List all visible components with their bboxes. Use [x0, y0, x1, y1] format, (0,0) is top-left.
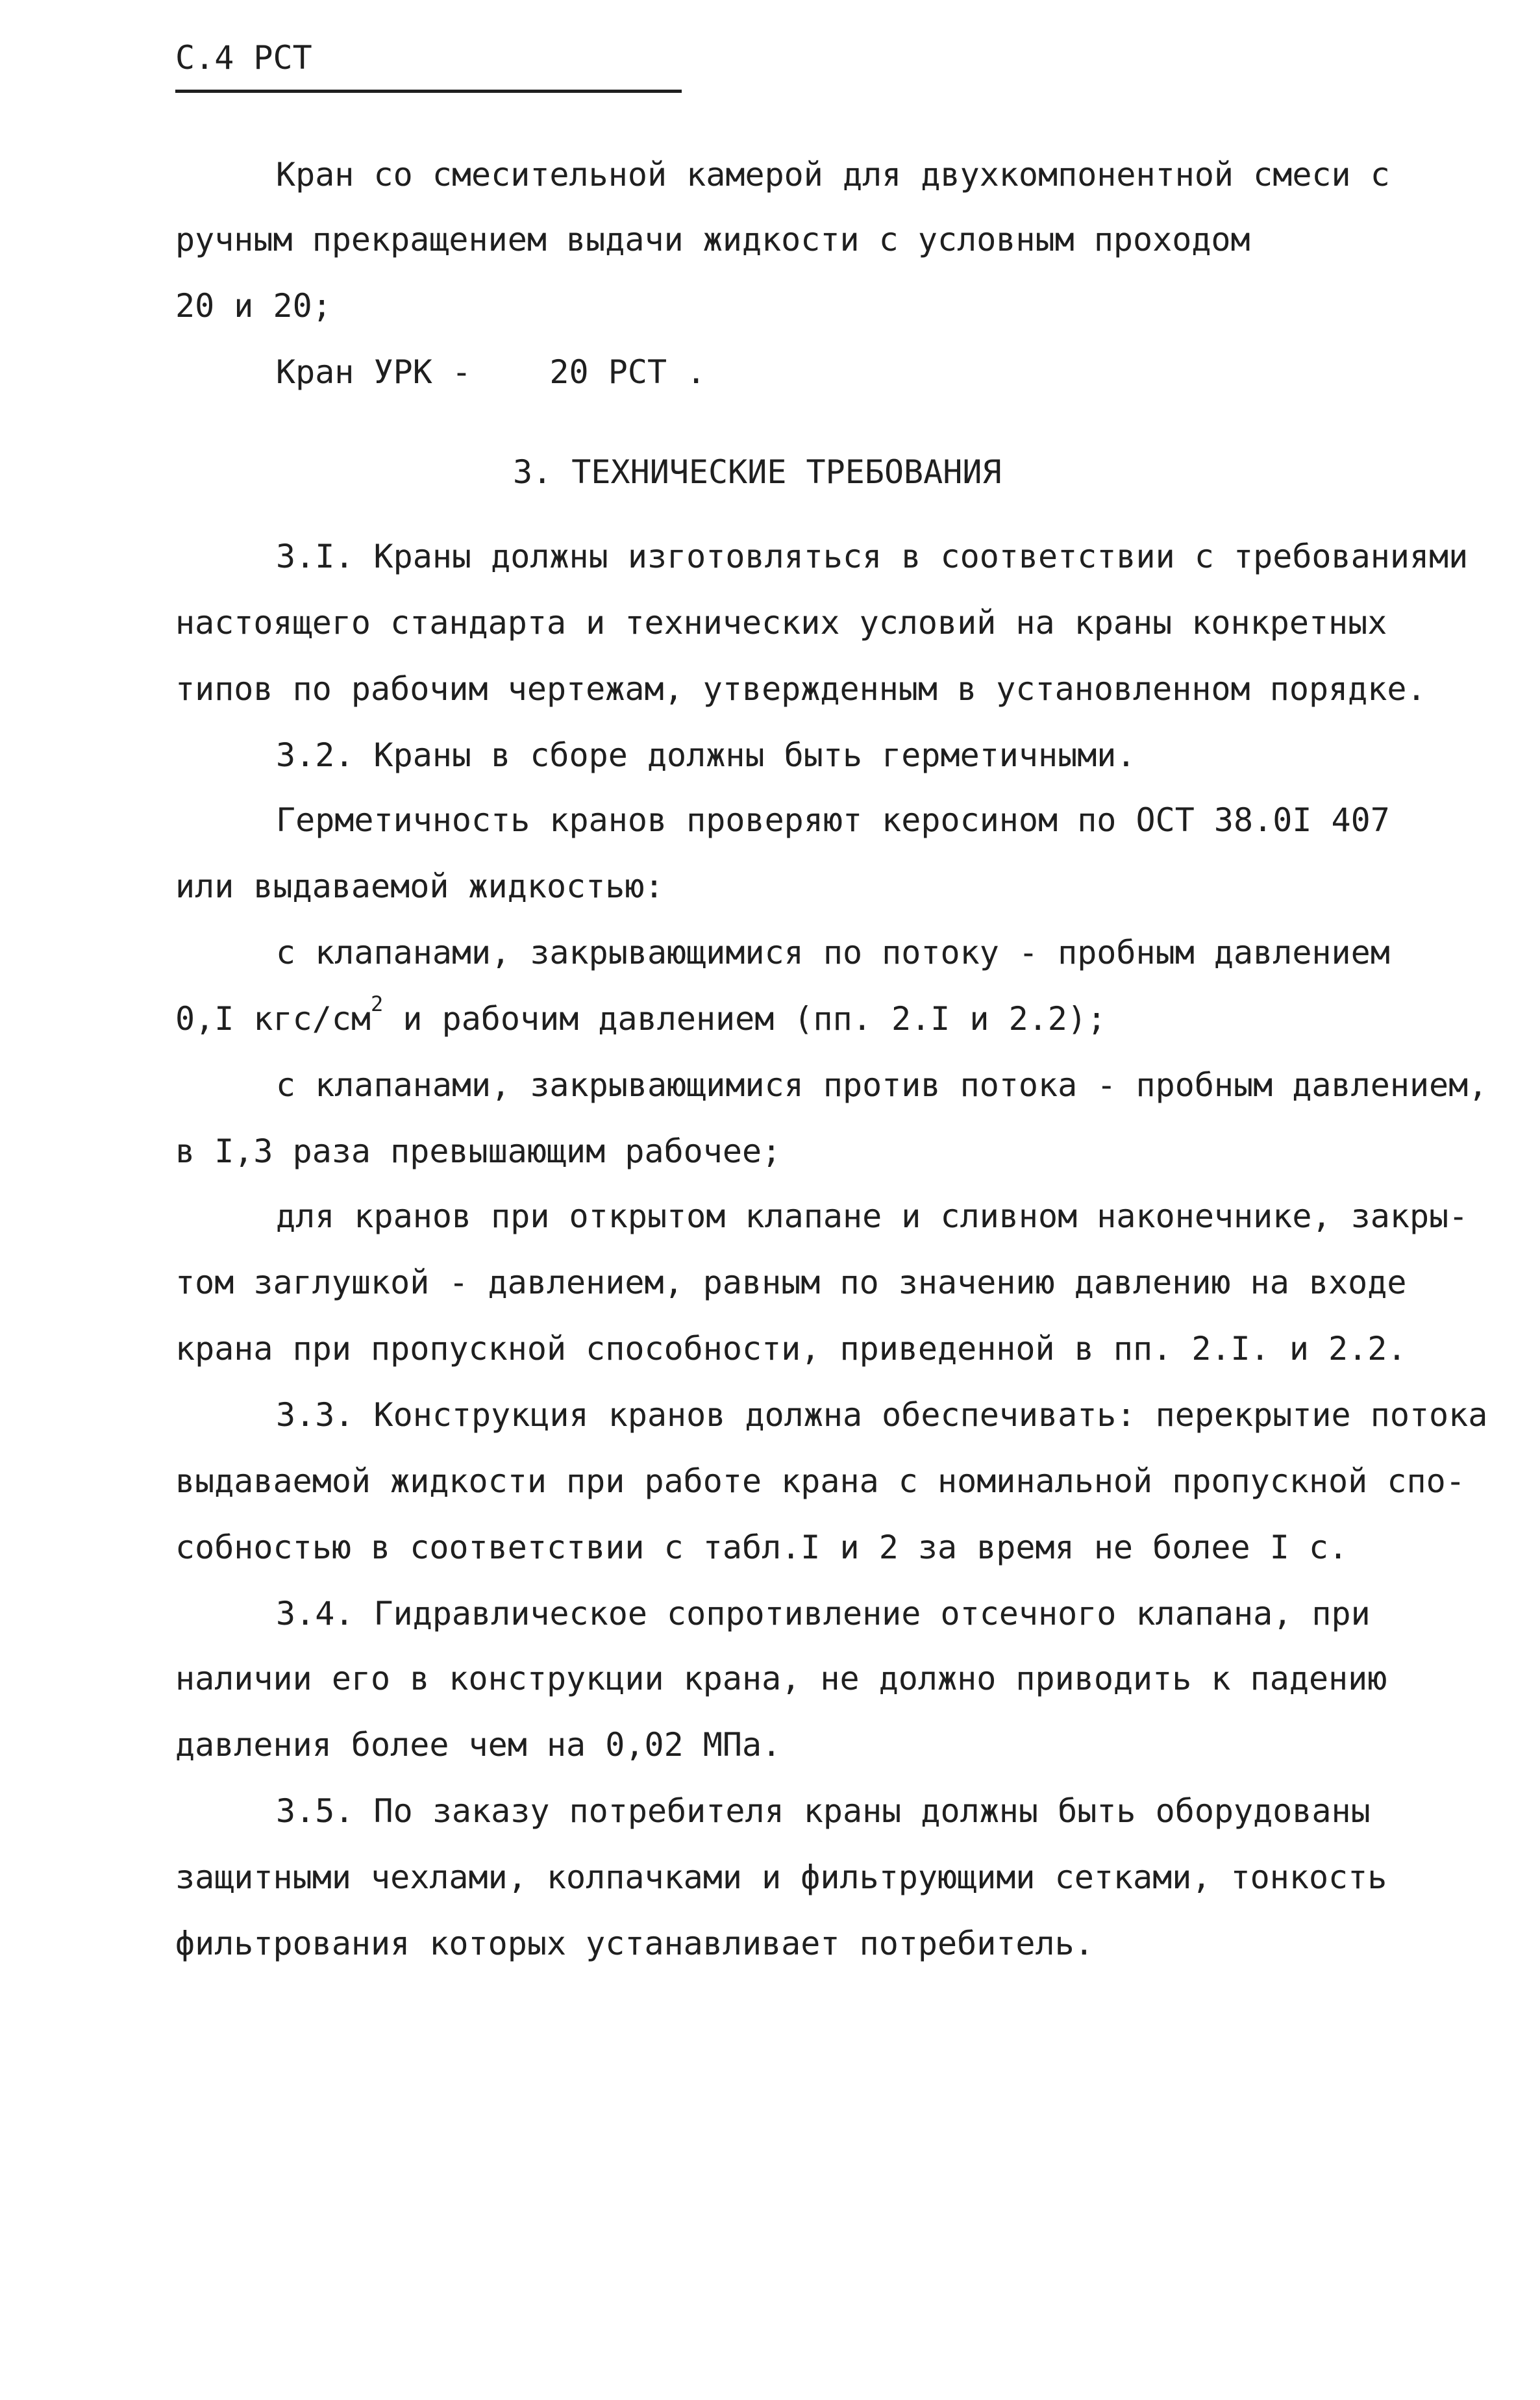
text-line: 3.5. По заказу потребителя краны должны быть оборудованы: [276, 1792, 1371, 1830]
text-line: Кран со смесительной камерой для двухкомпонентной смеси с: [276, 156, 1390, 194]
text-line: Кран УРК - 20 РСТ .: [276, 353, 706, 391]
text-line: давления более чем на 0,02 МПа.: [175, 1726, 782, 1764]
text-line: крана при пропускной способности, приведенной в пп. 2.I. и 2.2.: [175, 1330, 1407, 1368]
text-line: 3.3. Конструкция кранов должна обеспечивать: перекрытие потока: [276, 1396, 1488, 1434]
text-fragment: 0,I кгс/см: [175, 1000, 371, 1038]
text-line: 3.2. Краны в сборе должны быть герметичными.: [276, 736, 1136, 774]
header-underline: [175, 90, 682, 93]
text-line: 3.I. Краны должны изготовляться в соответствии с требованиями: [276, 538, 1469, 575]
text-line: 3.4. Гидравлическое сопротивление отсечного клапана, при: [276, 1595, 1371, 1632]
text-line: с клапанами, закрывающимися по потоку - пробным давлением: [276, 934, 1390, 971]
superscript: 2: [371, 992, 384, 1016]
text-line: типов по рабочим чертежам, утвержденным в установленном порядке.: [175, 670, 1426, 708]
page-header-ref: С.4 РСТ: [175, 39, 312, 77]
text-line: наличии его в конструкции крана, не должно приводить к падению: [175, 1660, 1387, 1697]
text-line: фильтрования которых устанавливает потребитель.: [175, 1925, 1094, 1962]
text-line: выдаваемой жидкости при работе крана с номинальной пропускной спо-: [175, 1462, 1465, 1500]
text-line: собностью в соответствии с табл.I и 2 за время не более I с.: [175, 1529, 1348, 1566]
text-line: 20 и 20;: [175, 287, 332, 325]
text-line: или выдаваемой жидкостью:: [175, 868, 664, 905]
text-line: защитными чехлами, колпачками и фильтрующими сетками, тонкость: [175, 1858, 1387, 1896]
text-line: для кранов при открытом клапане и сливном наконечнике, закры-: [276, 1197, 1469, 1235]
text-line: [175, 992, 1107, 1038]
text-line: в I,3 раза превышающим рабочее;: [175, 1132, 782, 1170]
text-line: том заглушкой - давлением, равным по значению давлению на входе: [175, 1264, 1407, 1301]
section-heading: 3. ТЕХНИЧЕСКИЕ ТРЕБОВАНИЯ: [513, 453, 1002, 491]
text-line: Герметичность кранов проверяют керосином по ОСТ 38.0I 407: [276, 801, 1390, 839]
text-line: ручным прекращением выдачи жидкости с условным проходом: [175, 221, 1250, 258]
text-fragment: и рабочим давлением (пп. 2.I и 2.2);: [383, 1000, 1107, 1038]
text-line: настоящего стандарта и технических условий на краны конкретных: [175, 604, 1387, 642]
text-line: с клапанами, закрывающимися против потока - пробным давлением,: [276, 1066, 1488, 1104]
